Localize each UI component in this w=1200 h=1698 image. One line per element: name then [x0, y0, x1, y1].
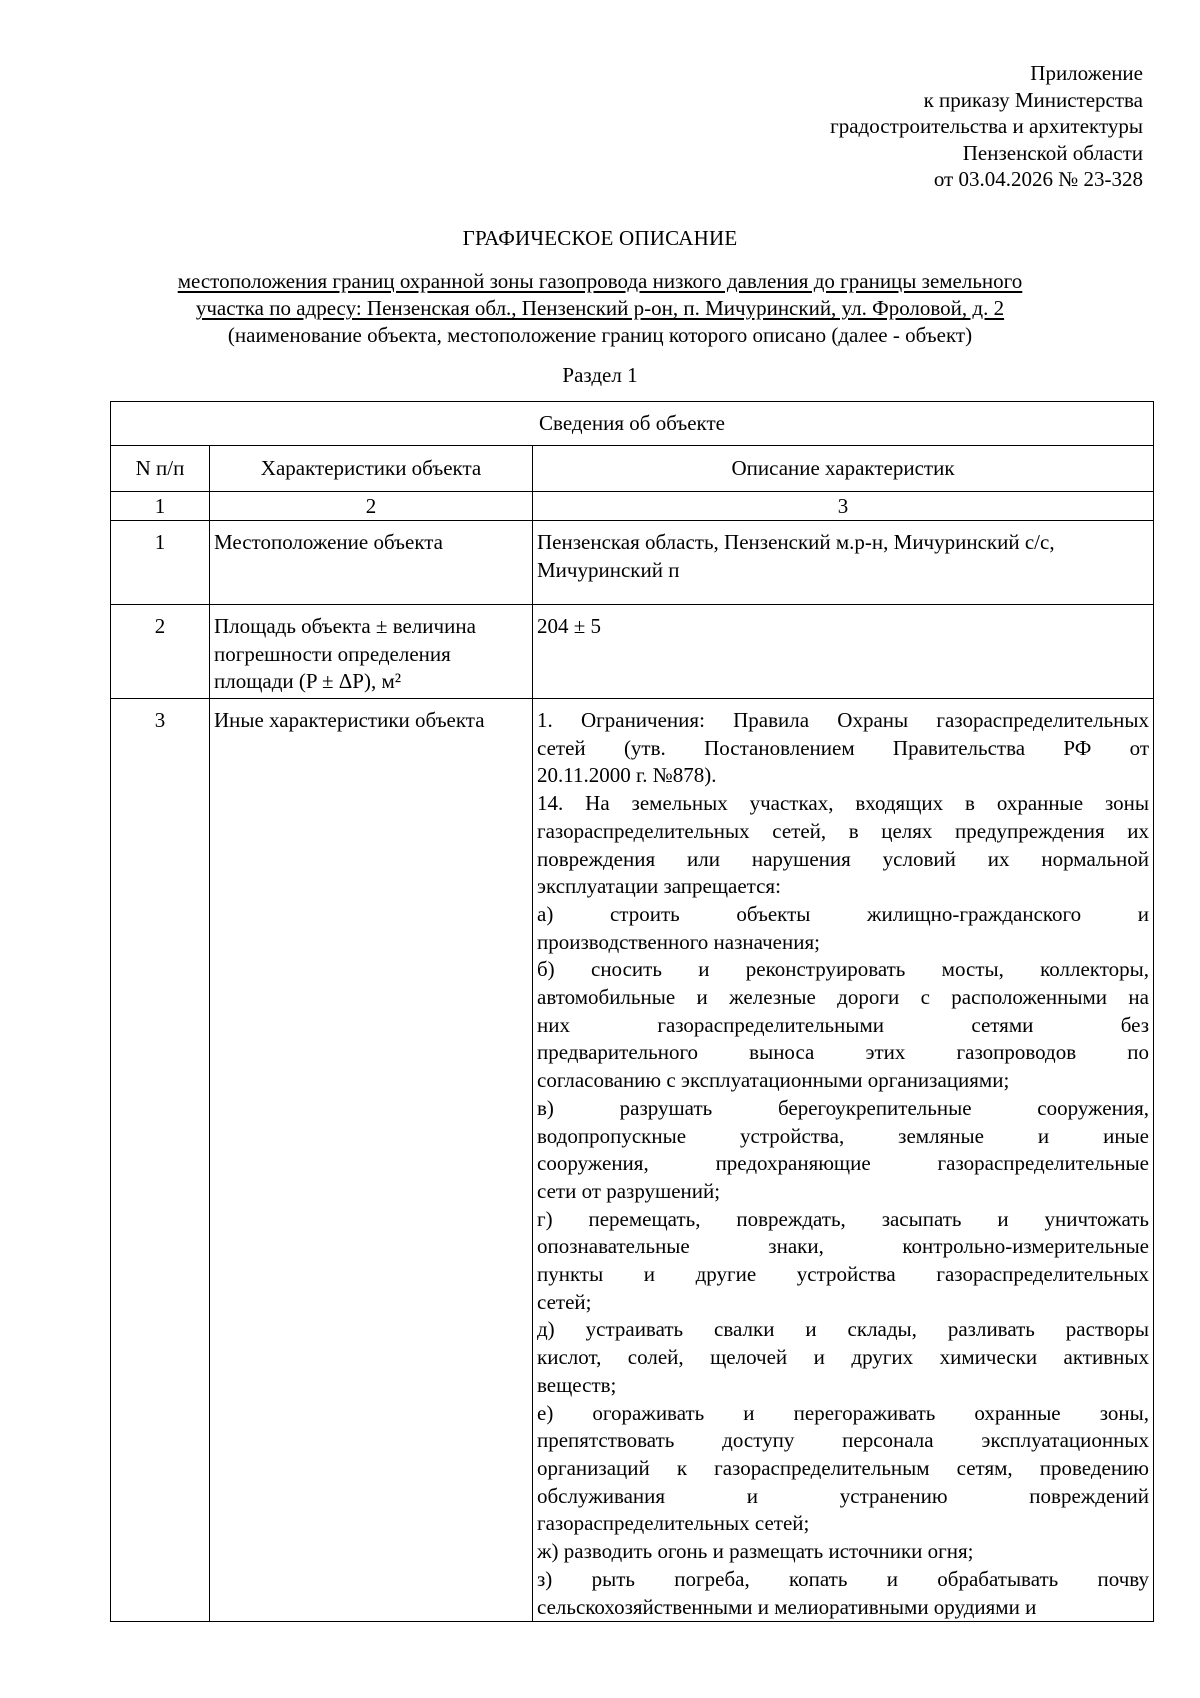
- description-paragraph: [537, 1206, 1149, 1317]
- description-line: з) рыть погреба, копать и обрабатывать почву: [537, 1566, 1149, 1591]
- description-line: кислот, солей, щелочей и других химически активных: [537, 1345, 1149, 1370]
- description-line: повреждения или нарушения условий их нормальной: [537, 846, 1149, 871]
- description-paragraph: [537, 1566, 1149, 1621]
- row-description: [533, 699, 1154, 1622]
- description-paragraph: [537, 1400, 1149, 1539]
- appendix-order-date: от 03.04.2026 № 23-328: [933, 167, 1143, 191]
- row-number: 1: [111, 521, 210, 605]
- column-header: N п/п: [111, 446, 210, 492]
- row-characteristic: [210, 521, 533, 605]
- appendix-line: к приказу Министерства: [923, 87, 1143, 112]
- description-line: д) устраивать свалки и склады, разливать растворы: [537, 1317, 1149, 1342]
- description-line: сооружения, предохраняющие газораспределительные: [537, 1151, 1149, 1176]
- description-line: б) сносить и реконструировать мосты, коллекторы,: [537, 957, 1149, 982]
- object-name-caption: (наименование объекта, местоположение границ которого описано (далее - объект): [227, 323, 973, 347]
- description-line: сельскохозяйственными и мелиоративными орудиями и: [537, 1594, 1037, 1619]
- description-line: 204 ± 5: [537, 614, 602, 638]
- description-line: 14. На земельных участках, входящих в охранные зоны: [537, 791, 1149, 816]
- appendix-line: Приложение: [1030, 61, 1143, 85]
- characteristic-line: Местоположение объекта: [214, 530, 444, 554]
- description-paragraph: [537, 956, 1149, 1095]
- description-paragraph: [537, 1316, 1149, 1399]
- description-line: эксплуатации запрещается:: [537, 874, 781, 899]
- description-line: г) перемещать, повреждать, засыпать и уничтожать: [537, 1206, 1149, 1231]
- description-line: производственного назначения;: [537, 929, 820, 954]
- description-line: Мичуринский п: [537, 557, 680, 582]
- description-line: газораспределительных сетей, в целях предупреждения их: [537, 818, 1149, 843]
- description-line: Пензенская область, Пензенский м.р-н, Мичуринский с/с,: [537, 530, 1055, 554]
- characteristic-line: погрешности определения: [214, 641, 451, 666]
- table-row: [111, 605, 1154, 699]
- description-paragraph: [537, 790, 1149, 901]
- description-line: автомобильные и железные дороги с расположенными на: [537, 985, 1149, 1010]
- column-header: Характеристики объекта: [210, 446, 533, 492]
- description-line: пункты и другие устройства газораспределительных: [537, 1262, 1149, 1287]
- description-line: веществ;: [537, 1372, 617, 1397]
- description-line: 20.11.2000 г. №878).: [537, 763, 717, 788]
- row-number: 3: [111, 699, 210, 1622]
- row-description: [533, 521, 1154, 605]
- description-paragraph: [537, 901, 1149, 956]
- row-characteristic: [210, 699, 533, 1622]
- characteristic-line: площади (P ± ΔP), м²: [214, 669, 402, 694]
- document-title: ГРАФИЧЕСКОЕ ОПИСАНИЕ: [462, 226, 738, 250]
- description-paragraph: [537, 707, 1149, 790]
- appendix-line: градостроительства и архитектуры: [830, 114, 1143, 138]
- column-number: 2: [210, 492, 533, 521]
- table-row: [111, 521, 1154, 605]
- column-header: Описание характеристик: [533, 446, 1154, 492]
- description-line: водопропускные устройства, земляные и иные: [537, 1123, 1149, 1148]
- description-line: препятствовать доступу персонала эксплуатационных: [537, 1428, 1149, 1453]
- appendix-line: Пензенской области: [962, 140, 1143, 165]
- row-number: 2: [111, 605, 210, 699]
- description-line: обслуживания и устранению повреждений: [537, 1483, 1149, 1508]
- description-line: а) строить объекты жилищно-гражданского и: [537, 901, 1149, 926]
- row-characteristic: [210, 605, 533, 699]
- description-paragraphs: [537, 707, 1149, 1621]
- row-description: [533, 605, 1154, 699]
- description-line: 1. Ограничения: Правила Охраны газораспределительных: [537, 708, 1149, 732]
- description-line: согласованию с эксплуатационными организациями;: [537, 1068, 1010, 1093]
- object-name-line: участка по адресу: Пензенская обл., Пензенский р-он, п. Мичуринский, ул. Фроловой, д. 2: [195, 296, 1005, 320]
- object-info-table: [110, 401, 1154, 1622]
- description-line: сети от разрушений;: [537, 1178, 721, 1203]
- description-paragraph: [537, 1095, 1149, 1206]
- column-number: 3: [533, 492, 1154, 521]
- characteristic-line: Площадь объекта ± величина: [214, 614, 476, 638]
- section-title: Раздел 1: [562, 363, 638, 387]
- description-line: опознавательные знаки, контрольно-измерительные: [537, 1234, 1149, 1259]
- description-line: организаций к газораспределительным сетям, проведению: [537, 1455, 1149, 1480]
- appendix-header: [830, 60, 1143, 193]
- description-line: сетей (утв. Постановлением Правительства РФ от: [537, 735, 1149, 760]
- description-line: ж) разводить огонь и размещать источники огня;: [537, 1539, 974, 1564]
- description-line: е) огораживать и перегораживать охранные зоны,: [537, 1400, 1149, 1425]
- object-description: [0, 268, 1200, 349]
- table-row: [111, 699, 1154, 1622]
- description-line: сетей;: [537, 1289, 592, 1314]
- description-paragraph: [537, 1538, 1149, 1566]
- column-number: 1: [111, 492, 210, 521]
- table-caption: Сведения об объекте: [111, 402, 1154, 446]
- characteristic-line: Иные характеристики объекта: [214, 708, 485, 732]
- description-line: газораспределительных сетей;: [537, 1511, 810, 1536]
- object-name-line: местоположения границ охранной зоны газопровода низкого давления до границы земельного: [177, 269, 1023, 293]
- description-line: них газораспределительными сетями без: [537, 1012, 1149, 1037]
- description-line: предварительного выноса этих газопроводов по: [537, 1040, 1149, 1065]
- description-line: в) разрушать берегоукрепительные сооружения,: [537, 1095, 1149, 1120]
